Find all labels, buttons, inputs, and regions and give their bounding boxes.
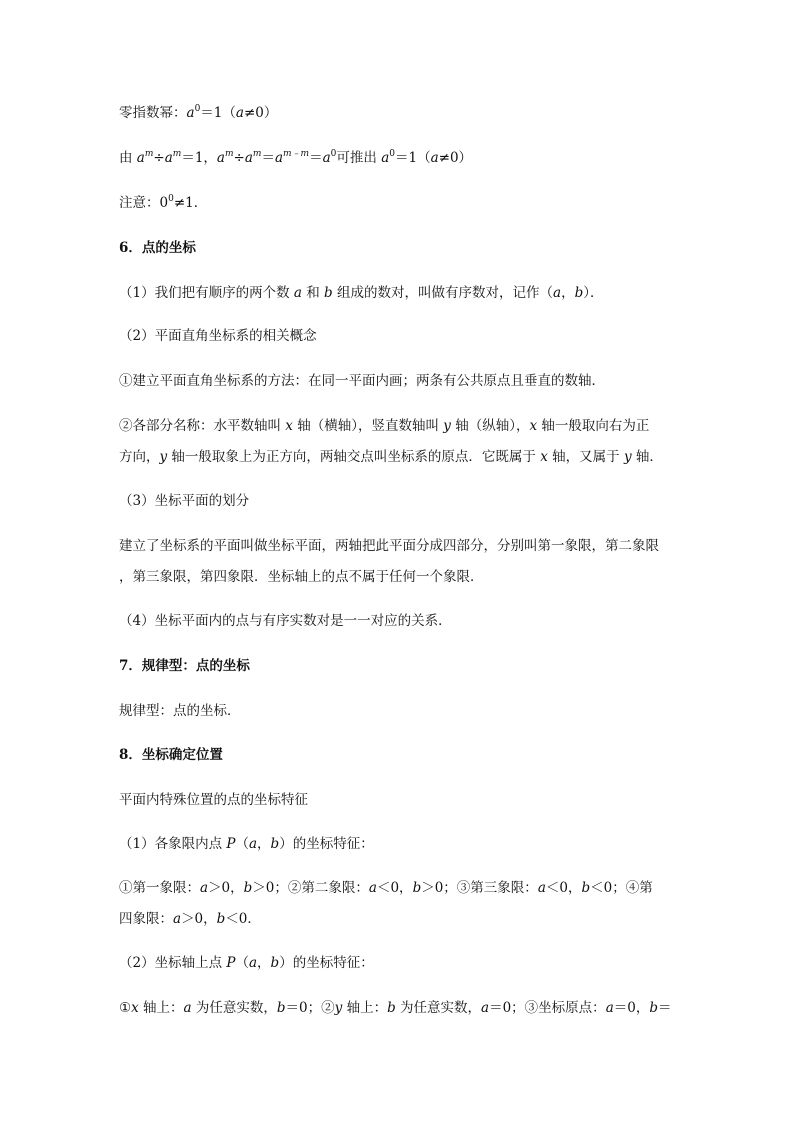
quadrant-signs-line-1: ①第一象限：a＞0，b＞0；②第二象限：a＜0，b＞0；③第三象限：a＜0，b＜0；④第 [119,880,653,896]
zero-exponent-derivation: 由 $a^m\div a^m=1$，$a^m\div a^m=a^{m﹣m}=a^0$可推出 $a^0=1(a\ne 0)$ [119,149,473,166]
section-heading-6: 6．点的坐标 [119,240,196,256]
quadrant-signs-line-2: 四象限：a＞0，b＜0． [119,911,261,927]
one-to-one-correspondence: （4）坐标平面内的点与有序实数对是一一对应的关系． [119,613,452,629]
pattern-point-coordinates: 规律型：点的坐标． [119,703,241,719]
zero-exponent-note: 注意：$0^0\ne 1$． [119,194,208,211]
section-heading-7: 7．规律型：点的坐标 [119,658,250,674]
plane-division-heading: （3）坐标平面的划分 [119,493,250,509]
plane-division-line-2: ，第三象限，第四象限．坐标轴上的点不属于任何一个象限． [119,569,484,585]
ordered-pair-definition: （1）我们把有顺序的两个数 a 和 b 组成的数对，叫做有序数对，记作（a，b）． [119,285,604,301]
quadrant-point-heading: （1）各象限内点 P（a，b）的坐标特征： [119,836,374,852]
zero-exponent-rule: 零指数幂：$a^0=1(a\ne 0)$ [119,104,278,121]
special-points-intro: 平面内特殊位置的点的坐标特征 [119,792,308,808]
axis-point-rules: ①x 轴上：a 为任意实数，b＝0；②y 轴上：b 为任意实数，a＝0；③坐标原点：a＝0，b＝ [119,1000,672,1016]
plane-division-line-1: 建立了坐标系的平面叫做坐标平面，两轴把此平面分成四部分，分别叫第一象限，第二象限 [119,538,659,554]
axis-point-heading: （2）坐标轴上点 P（a，b）的坐标特征： [119,955,374,971]
coordinate-system-method: ①建立平面直角坐标系的方法：在同一平面内画；两条有公共原点且垂直的数轴． [119,373,605,389]
axis-names-line-2: 方向，y 轴一般取象上为正方向，两轴交点叫坐标系的原点．它既属于 x 轴，又属于 y 轴． [119,449,663,465]
axis-names-line-1: ②各部分名称：水平数轴叫 x 轴（横轴），竖直数轴叫 y 轴（纵轴），x 轴一般取向右为正 [119,418,650,434]
section-heading-8: 8．坐标确定位置 [119,747,223,763]
coordinate-concepts-heading: （2）平面直角坐标系的相关概念 [119,328,317,344]
